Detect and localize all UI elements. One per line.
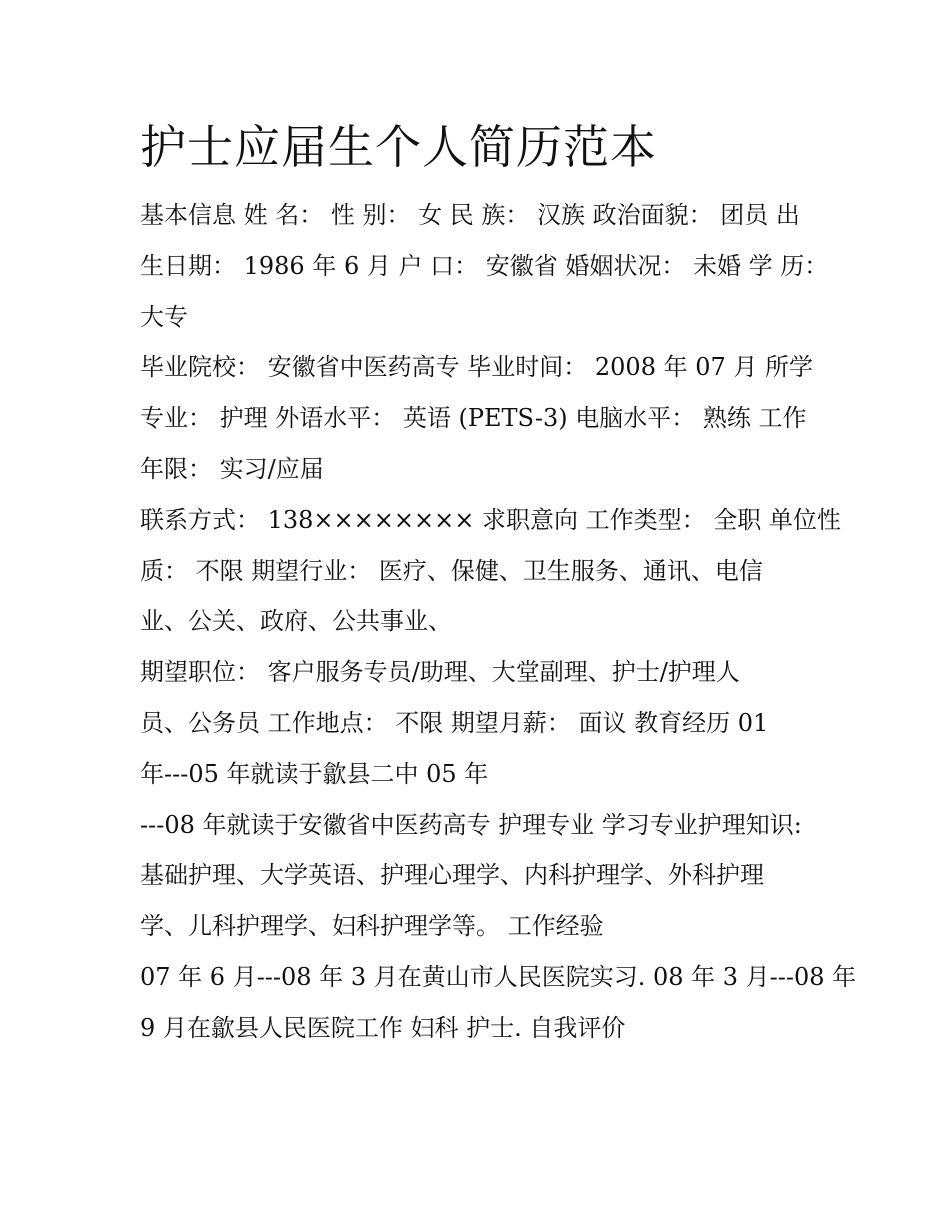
body-line: 年限： 实习/应届 <box>140 454 324 483</box>
body-line: 质： 不限 期望行业： 医疗、保健、卫生服务、通讯、电信 <box>140 556 763 585</box>
body-line: 学、儿科护理学、妇科护理学等。 工作经验 <box>140 912 604 941</box>
body-line: 毕业院校： 安徽省中医药高专 毕业时间： 2008 年 07 月 所学 <box>140 353 814 382</box>
body-line: 业、公关、政府、公共事业、 <box>140 607 452 636</box>
document-page <box>140 112 857 1054</box>
body-line: 基本信息 姓 名： 性 别： 女 民 族： 汉族 政治面貌： 团员 出 <box>140 201 800 229</box>
body-line: 专业： 护理 外语水平： 英语 (PETS-3) 电脑水平： 熟练 工作 <box>140 404 807 433</box>
body-line: 07 年 6 月---08 年 3 月在黄山市人民医院实习. 08 年 3 月---08 年 <box>140 962 857 991</box>
body-line: 生日期： 1986 年 6 月 户 口： 安徽省 婚姻状况： 未婚 学 历： <box>140 251 829 280</box>
body-line: 期望职位： 客户服务专员/助理、大堂副理、护士/护理人 <box>140 658 740 687</box>
body-line: 基础护理、大学英语、护理心理学、内科护理学、外科护理 <box>140 861 764 890</box>
body-line: 年---05 年就读于歙县二中 05 年 <box>140 759 489 788</box>
body-line: 9 月在歙县人民医院工作 妇科 护士. 自我评价 <box>140 1013 626 1042</box>
body-line: ---08 年就读于安徽省中医药高专 护理专业 学习专业护理知识: <box>140 810 802 839</box>
body-line: 联系方式： 138×××××××× 求职意向 工作类型： 全职 单位性 <box>140 505 841 534</box>
document-title: 护士应届生个人简历范本 <box>140 120 657 174</box>
body-line: 大专 <box>140 302 188 331</box>
body-line: 员、公务员 工作地点： 不限 期望月薪： 面议 教育经历 01 <box>140 708 769 737</box>
